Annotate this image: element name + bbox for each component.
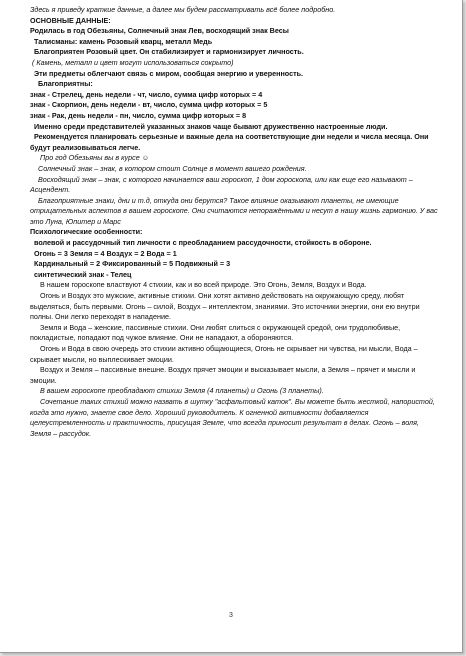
intro-text: Здесь я приведу краткие данные, а далее мы будем рассматривать всё более подробно. — [30, 5, 336, 14]
fire-water-paragraph: Огонь и Вода в свою очередь это стихии активно общающиеся, Огонь не скрывает ни чувства, ни мысли, Вода – скрывает мысли, но выплескивает эмоции. — [30, 344, 418, 364]
air-earth-paragraph: Воздух и Земля – пассивные внешне. Воздух прячет эмоции и высказывает мысли, а Земля – прячет и мысли и эмоции. — [30, 365, 416, 385]
earth-water-paragraph: Земля и Вода – женские, пассивные стихии. Они любят слиться с окружающей средой, они трудолюбивые, покладистые, попадают под чужое влияние. Они не нападают, а обороняются. — [30, 322, 401, 343]
favorable-color-line: Благоприятен Розовый цвет. Он стабилизирует и гармонизирует личность. — [34, 47, 304, 57]
birth-info: Родилась в год Обезьяны, Солнечный знак Лев, восходящий знак Весы — [30, 26, 289, 36]
items-purpose: Эти предметы облегчают связь с миром, сообщая энергию и уверенность. — [34, 68, 304, 78]
favorable-explanation: Благоприятные знаки, дни и т.д, откуда они берутся? Такое влияние оказывают планеты, не имеющие отрицательных аспектов в вашем гороскопе. Они считаются непоражёнными и несут в нашу жизнь гармонию. У вас это Луна, Юпитер и Марс — [30, 195, 438, 226]
sun-sign-definition: Солнечный знак – знак, в котором стоит Солнце в момент вашего рождения. — [38, 163, 307, 173]
modalities-count: Кардинальный = 2 Фиксированный = 5 Подвижный = 3 — [34, 259, 231, 269]
year-note: Про год Обезьяны вы в курсе ☺ — [40, 153, 150, 163]
synthetic-sign: синтетический знак - Телец — [34, 269, 132, 279]
elements-count: Огонь = 3 Земля = 4 Воздух = 2 Вода = 1 — [34, 248, 177, 258]
elements-intro: В нашем гороскопе властвуют 4 стихии, как и во всей природе. Это Огонь, Земля, Воздух и Вода. — [40, 280, 367, 290]
ascendant-definition: Восходящий знак – знак, с которого начинается ваш гороскоп, 1 дом гороскопа, или как еще его называют – Асцендент. — [30, 174, 413, 195]
psychology-heading: Психологические особенности: — [30, 227, 143, 237]
favorable-sign-3: знак - Рак, день недели - пн, число, сумма цифр которых = 8 — [30, 110, 247, 120]
section-heading: ОСНОВНЫЕ ДАННЫЕ: — [30, 15, 111, 25]
talismans-line: Талисманы: камень Розовый кварц, металл Медь — [34, 36, 213, 46]
personality-type: волевой и рассудочный тип личности с преобладанием рассудочности, стойкость в оборонe. — [34, 238, 372, 248]
friendly-signs-note: Именно среди представителей указанных знаков чаще бывают дружественно настроенные люди. — [34, 121, 388, 131]
page-content — [30, 5, 442, 439]
dominant-elements: В вашем гороскопе преобладают стихии Земля (4 планеты) и Огонь (3 планеты). — [40, 386, 324, 396]
page-number: 3 — [229, 612, 233, 619]
usage-note: ( Камень, металл и цвет могут использоваться сокрыто) — [32, 57, 234, 67]
favorable-heading: Благоприятны: — [38, 79, 93, 89]
fire-air-paragraph: Огонь и Воздух это мужские, активные стихии. Они хотят активно действовать на окружающую среду, любят выделяться, быть первыми. Огонь – силой, Воздух – интеллектом, знаниями. Это источники энергии, они ею внутри полны. Они легко переходят в нападение. — [30, 291, 420, 322]
planning-recommendation: Рекомендуется планировать серьезные и важные дела на соответствующие дни недели и числа месяца. Они будут реализовываться легче. — [30, 132, 429, 152]
combination-paragraph: Сочетание таких стихий можно назвать в шутку "асфальтовый каток". Вы можете быть жесткой, напористой, когда это нужно, знаете свое дело. Хороший руководитель. К огненной активности добавляется целеустремленность и практичность, присущая Земле, что всегда приносит результат в делах. Огонь – воля, Земля – рассудок. — [30, 396, 435, 438]
favorable-sign-1: знак - Стрелец, день недели - чт, число, сумма цифр которых = 4 — [30, 89, 263, 99]
favorable-sign-2: знак - Скорпион, день недели - вт, число, сумма цифр которых = 5 — [30, 100, 268, 110]
